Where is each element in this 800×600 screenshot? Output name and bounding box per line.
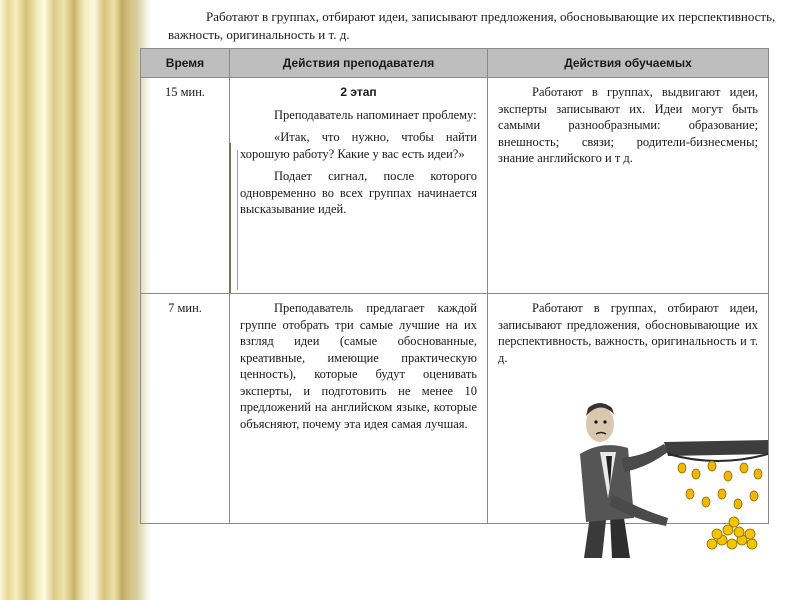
teacher-paragraph: Преподаватель предлагает каждой группе отобрать три самые лучшие на их взгляд идеи (самые обоснованные, креативные, имеющие практическую ценность), которые будут оценивать эксперты, и подготовить не менее 10 предложений на английском языке, которые объясняют, почему эта идея самая лучшая. [240, 301, 477, 431]
teacher-paragraph: «Итак, что нужно, чтобы найти хорошую работу? Какие у вас есть идеи?» [240, 130, 477, 161]
teacher-cell [230, 78, 488, 294]
students-paragraph: Работают в группах, отбирают идеи, записывают предложения, обосновывающие их перспективность, важность, оригинальность и т. д. [498, 301, 758, 365]
header-time: Время [141, 49, 230, 78]
table-header-row [141, 49, 769, 78]
man-with-lightbulbs-icon [572, 398, 768, 558]
stage-label: 2 этап [340, 85, 377, 99]
teacher-cell [230, 294, 488, 524]
vertical-rule [237, 150, 238, 290]
students-paragraph: Работают в группах, выдвигают идеи, эксперты записывают их. Идеи могут быть самыми разнообразными: образование; внешность; связи; родители-бизнесмены; знание английского и т д. [498, 85, 758, 165]
header-teacher-actions: Действия преподавателя [230, 49, 488, 78]
vertical-rule [229, 143, 231, 293]
header-student-actions: Действия обучаемых [488, 49, 769, 78]
teacher-paragraph: Подает сигнал, после которого одновременно во всех группах начинается высказывание идей. [240, 169, 477, 216]
time-cell: 7 мин. [141, 294, 230, 524]
intro-text: Работают в группах, отбирают идеи, записывают предложения, обосновывающие их перспективность, важность, оригинальность и т. д. [168, 9, 776, 42]
students-cell [488, 78, 769, 294]
table-row [141, 78, 769, 294]
time-cell: 15 мин. [141, 78, 230, 294]
teacher-paragraph: Преподаватель напоминает проблему: [274, 107, 477, 122]
